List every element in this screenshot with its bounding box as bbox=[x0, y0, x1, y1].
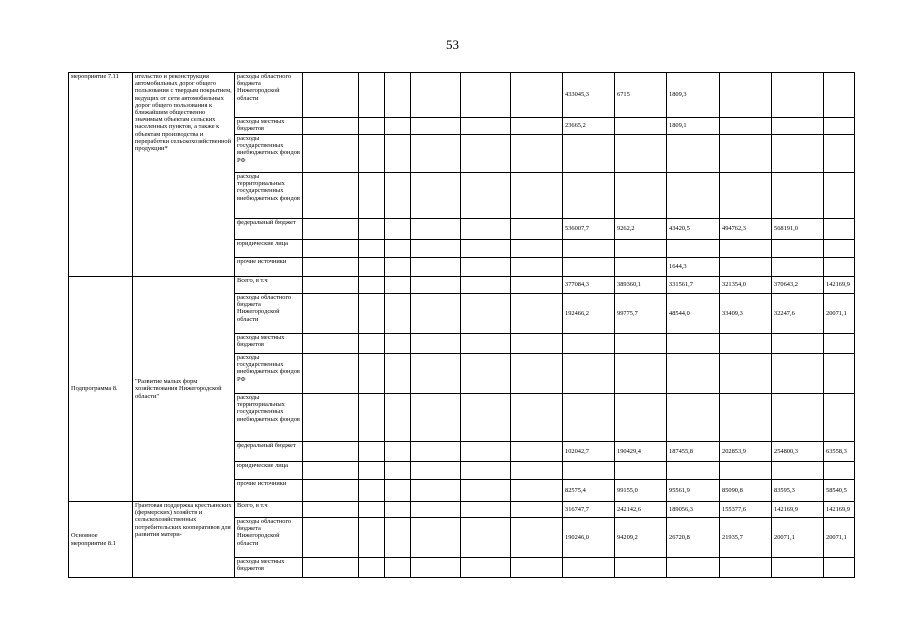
row-label: расходы местных бюджетов bbox=[235, 334, 303, 354]
row-label: федеральный бюджет bbox=[235, 442, 303, 462]
cell bbox=[563, 240, 615, 258]
cell bbox=[461, 258, 511, 277]
cell bbox=[359, 219, 385, 240]
cell: 94209,2 bbox=[615, 518, 667, 558]
cell bbox=[824, 334, 855, 354]
cell bbox=[461, 173, 511, 219]
cell: 6715 bbox=[615, 73, 667, 118]
cell bbox=[411, 173, 461, 219]
cell bbox=[511, 558, 563, 578]
cell: 1809,3 bbox=[667, 73, 720, 118]
cell bbox=[511, 354, 563, 394]
cell bbox=[772, 462, 824, 480]
cell bbox=[772, 118, 824, 135]
cell bbox=[824, 258, 855, 277]
cell bbox=[511, 135, 563, 173]
cell bbox=[511, 518, 563, 558]
cell bbox=[563, 394, 615, 442]
cell: 494762,3 bbox=[720, 219, 772, 240]
cell bbox=[563, 354, 615, 394]
row-label: расходы государственных внебюджетных фондов РФ bbox=[235, 354, 303, 394]
cell bbox=[303, 354, 359, 394]
cell bbox=[359, 135, 385, 173]
cell bbox=[411, 462, 461, 480]
row-label: расходы областного бюджета Нижегородской области bbox=[235, 73, 303, 118]
cell bbox=[385, 558, 411, 578]
page-number: 53 bbox=[446, 37, 459, 52]
section-name: Грантовая поддержка крестьянских (фермерских) хозяйств и сельскохозяйственных потребительских кооперативов для развития матери- bbox=[133, 502, 235, 578]
cell bbox=[411, 277, 461, 294]
cell: 26720,8 bbox=[667, 518, 720, 558]
cell bbox=[824, 240, 855, 258]
cell bbox=[461, 219, 511, 240]
cell bbox=[303, 480, 359, 502]
cell bbox=[824, 118, 855, 135]
cell bbox=[303, 442, 359, 462]
cell bbox=[411, 118, 461, 135]
cell bbox=[411, 394, 461, 442]
cell bbox=[824, 73, 855, 118]
cell bbox=[667, 334, 720, 354]
cell bbox=[720, 118, 772, 135]
cell bbox=[772, 394, 824, 442]
section-code: Подпрограмма 8. bbox=[69, 277, 133, 502]
cell bbox=[511, 277, 563, 294]
cell bbox=[720, 73, 772, 118]
cell: 242142,6 bbox=[615, 502, 667, 518]
cell bbox=[511, 462, 563, 480]
cell bbox=[359, 118, 385, 135]
cell bbox=[385, 219, 411, 240]
cell: 142169,9 bbox=[824, 277, 855, 294]
cell bbox=[385, 294, 411, 334]
row-label: Всего, в т.ч bbox=[235, 277, 303, 294]
cell: 142169,9 bbox=[824, 502, 855, 518]
cell bbox=[461, 294, 511, 334]
cell bbox=[411, 240, 461, 258]
cell bbox=[511, 480, 563, 502]
cell bbox=[385, 240, 411, 258]
cell bbox=[824, 173, 855, 219]
cell bbox=[359, 518, 385, 558]
cell bbox=[385, 502, 411, 518]
cell bbox=[411, 219, 461, 240]
cell: 82575,4 bbox=[563, 480, 615, 502]
cell bbox=[385, 480, 411, 502]
row-label: Всего, в т.ч bbox=[235, 502, 303, 518]
cell bbox=[359, 394, 385, 442]
row-label: расходы территориальных государственных внебюджетных фондов bbox=[235, 173, 303, 219]
cell bbox=[511, 73, 563, 118]
cell: 377084,3 bbox=[563, 277, 615, 294]
cell bbox=[667, 462, 720, 480]
cell bbox=[511, 240, 563, 258]
cell: 331561,7 bbox=[667, 277, 720, 294]
cell bbox=[461, 277, 511, 294]
cell bbox=[385, 258, 411, 277]
cell bbox=[511, 334, 563, 354]
cell bbox=[615, 354, 667, 394]
cell bbox=[824, 462, 855, 480]
row-label: прочие источники bbox=[235, 480, 303, 502]
cell: 1644,3 bbox=[667, 258, 720, 277]
cell bbox=[563, 334, 615, 354]
row-label: расходы государственных внебюджетных фондов РФ bbox=[235, 135, 303, 173]
cell bbox=[615, 135, 667, 173]
cell bbox=[411, 518, 461, 558]
cell bbox=[359, 240, 385, 258]
cell: 58540,5 bbox=[824, 480, 855, 502]
cell bbox=[303, 294, 359, 334]
cell: 63558,3 bbox=[824, 442, 855, 462]
cell bbox=[411, 558, 461, 578]
cell bbox=[303, 135, 359, 173]
cell: 48544,0 bbox=[667, 294, 720, 334]
cell bbox=[824, 558, 855, 578]
cell bbox=[411, 442, 461, 462]
cell: 32247,6 bbox=[772, 294, 824, 334]
cell: 321354,0 bbox=[720, 277, 772, 294]
cell: 192466,2 bbox=[563, 294, 615, 334]
cell: 568191,0 bbox=[772, 219, 824, 240]
cell bbox=[511, 118, 563, 135]
cell: 1809,1 bbox=[667, 118, 720, 135]
cell bbox=[303, 258, 359, 277]
cell bbox=[461, 240, 511, 258]
cell bbox=[824, 219, 855, 240]
cell: 21935,7 bbox=[720, 518, 772, 558]
cell bbox=[667, 394, 720, 442]
cell: 536007,7 bbox=[563, 219, 615, 240]
cell bbox=[359, 442, 385, 462]
cell bbox=[385, 277, 411, 294]
cell bbox=[303, 394, 359, 442]
cell: 190429,4 bbox=[615, 442, 667, 462]
cell bbox=[303, 518, 359, 558]
cell bbox=[411, 294, 461, 334]
cell bbox=[772, 354, 824, 394]
cell bbox=[359, 173, 385, 219]
row-label: юридические лица bbox=[235, 240, 303, 258]
cell bbox=[615, 394, 667, 442]
cell: 20071,1 bbox=[824, 518, 855, 558]
cell: 85090,8 bbox=[720, 480, 772, 502]
cell bbox=[359, 354, 385, 394]
cell: 187455,8 bbox=[667, 442, 720, 462]
cell bbox=[563, 173, 615, 219]
cell bbox=[385, 394, 411, 442]
row-label: расходы территориальных государственных внебюджетных фондов bbox=[235, 394, 303, 442]
cell bbox=[615, 334, 667, 354]
cell bbox=[772, 135, 824, 173]
cell bbox=[303, 462, 359, 480]
cell bbox=[385, 518, 411, 558]
cell bbox=[461, 135, 511, 173]
cell bbox=[461, 462, 511, 480]
cell: 99155,0 bbox=[615, 480, 667, 502]
cell bbox=[720, 135, 772, 173]
cell bbox=[667, 558, 720, 578]
cell: 370643,2 bbox=[772, 277, 824, 294]
cell: 83595,3 bbox=[772, 480, 824, 502]
cell bbox=[772, 240, 824, 258]
cell bbox=[720, 240, 772, 258]
cell bbox=[359, 277, 385, 294]
cell bbox=[667, 135, 720, 173]
cell bbox=[511, 173, 563, 219]
cell bbox=[303, 277, 359, 294]
row-label: расходы областного бюджета Нижегородской области bbox=[235, 518, 303, 558]
cell: 190246,0 bbox=[563, 518, 615, 558]
cell bbox=[511, 394, 563, 442]
cell bbox=[511, 442, 563, 462]
cell bbox=[385, 442, 411, 462]
cell bbox=[411, 258, 461, 277]
cell bbox=[511, 502, 563, 518]
cell bbox=[359, 258, 385, 277]
cell bbox=[511, 294, 563, 334]
cell bbox=[385, 354, 411, 394]
cell bbox=[772, 173, 824, 219]
cell: 202853,9 bbox=[720, 442, 772, 462]
cell bbox=[359, 294, 385, 334]
cell bbox=[461, 480, 511, 502]
cell bbox=[667, 173, 720, 219]
cell bbox=[615, 118, 667, 135]
cell: 9262,2 bbox=[615, 219, 667, 240]
row-label: федеральный бюджет bbox=[235, 219, 303, 240]
cell bbox=[385, 462, 411, 480]
cell bbox=[461, 442, 511, 462]
cell bbox=[720, 258, 772, 277]
cell bbox=[359, 73, 385, 118]
cell bbox=[461, 394, 511, 442]
cell bbox=[303, 219, 359, 240]
cell bbox=[720, 354, 772, 394]
cell: 433045,3 bbox=[563, 73, 615, 118]
cell bbox=[411, 334, 461, 354]
cell bbox=[461, 118, 511, 135]
cell bbox=[720, 173, 772, 219]
cell bbox=[359, 462, 385, 480]
cell bbox=[303, 118, 359, 135]
cell bbox=[667, 354, 720, 394]
cell: 43420,5 bbox=[667, 219, 720, 240]
row-label: юридические лица bbox=[235, 462, 303, 480]
cell bbox=[720, 558, 772, 578]
cell: 33409,3 bbox=[720, 294, 772, 334]
cell bbox=[461, 518, 511, 558]
cell: 102042,7 bbox=[563, 442, 615, 462]
table-row bbox=[69, 277, 855, 294]
section-name: ительство и реконструкция автомобильных дорог общего пользования с твердым покрытием, ведущих от сети автомобильных дорог общего пользования к ближайшим общественно значимым объектам сельских населенных пунктов, а также к объектам производства и переработки сельскохозяйственной продукции* bbox=[133, 73, 235, 277]
cell bbox=[772, 334, 824, 354]
row-label: расходы местных бюджетов bbox=[235, 118, 303, 135]
cell: 142169,9 bbox=[772, 502, 824, 518]
cell bbox=[303, 173, 359, 219]
section-name: "Развитие малых форм хозяйствования Нижегородской области" bbox=[133, 277, 235, 502]
cell bbox=[385, 173, 411, 219]
cell bbox=[303, 240, 359, 258]
cell bbox=[824, 354, 855, 394]
cell bbox=[720, 334, 772, 354]
cell bbox=[563, 462, 615, 480]
cell bbox=[772, 73, 824, 118]
cell bbox=[563, 135, 615, 173]
cell bbox=[303, 73, 359, 118]
cell bbox=[667, 240, 720, 258]
cell bbox=[461, 354, 511, 394]
cell bbox=[563, 258, 615, 277]
row-label: расходы областного бюджета Нижегородской области bbox=[235, 294, 303, 334]
cell bbox=[411, 73, 461, 118]
cell bbox=[411, 135, 461, 173]
cell bbox=[461, 334, 511, 354]
cell bbox=[303, 558, 359, 578]
budget-table bbox=[68, 72, 855, 578]
section-code: Основное мероприятие 8.1 bbox=[69, 502, 133, 578]
cell bbox=[411, 480, 461, 502]
cell bbox=[720, 394, 772, 442]
cell bbox=[720, 462, 772, 480]
cell bbox=[359, 334, 385, 354]
cell bbox=[615, 558, 667, 578]
cell bbox=[385, 334, 411, 354]
cell bbox=[563, 558, 615, 578]
cell bbox=[359, 558, 385, 578]
cell bbox=[824, 394, 855, 442]
cell bbox=[411, 354, 461, 394]
cell bbox=[511, 258, 563, 277]
cell: 316747,7 bbox=[563, 502, 615, 518]
cell bbox=[511, 219, 563, 240]
cell: 95561,9 bbox=[667, 480, 720, 502]
cell bbox=[385, 118, 411, 135]
section-code: мероприятие 7.11 bbox=[69, 73, 133, 277]
cell bbox=[303, 334, 359, 354]
cell bbox=[461, 73, 511, 118]
cell bbox=[461, 502, 511, 518]
cell bbox=[615, 258, 667, 277]
cell: 20071,1 bbox=[824, 294, 855, 334]
cell bbox=[772, 558, 824, 578]
cell bbox=[385, 73, 411, 118]
cell bbox=[303, 502, 359, 518]
cell bbox=[824, 135, 855, 173]
cell bbox=[359, 502, 385, 518]
cell bbox=[615, 240, 667, 258]
row-label: расходы местных бюджетов bbox=[235, 558, 303, 578]
row-label: прочие источники bbox=[235, 258, 303, 277]
cell bbox=[359, 480, 385, 502]
cell bbox=[615, 462, 667, 480]
cell: 23665,2 bbox=[563, 118, 615, 135]
table-row bbox=[69, 73, 855, 118]
cell: 189056,3 bbox=[667, 502, 720, 518]
table-row bbox=[69, 502, 855, 518]
cell: 389360,1 bbox=[615, 277, 667, 294]
cell bbox=[615, 173, 667, 219]
cell bbox=[385, 135, 411, 173]
cell bbox=[772, 258, 824, 277]
cell: 99775,7 bbox=[615, 294, 667, 334]
cell: 155377,6 bbox=[720, 502, 772, 518]
cell: 254800,3 bbox=[772, 442, 824, 462]
cell bbox=[411, 502, 461, 518]
cell: 20071,1 bbox=[772, 518, 824, 558]
cell bbox=[461, 558, 511, 578]
